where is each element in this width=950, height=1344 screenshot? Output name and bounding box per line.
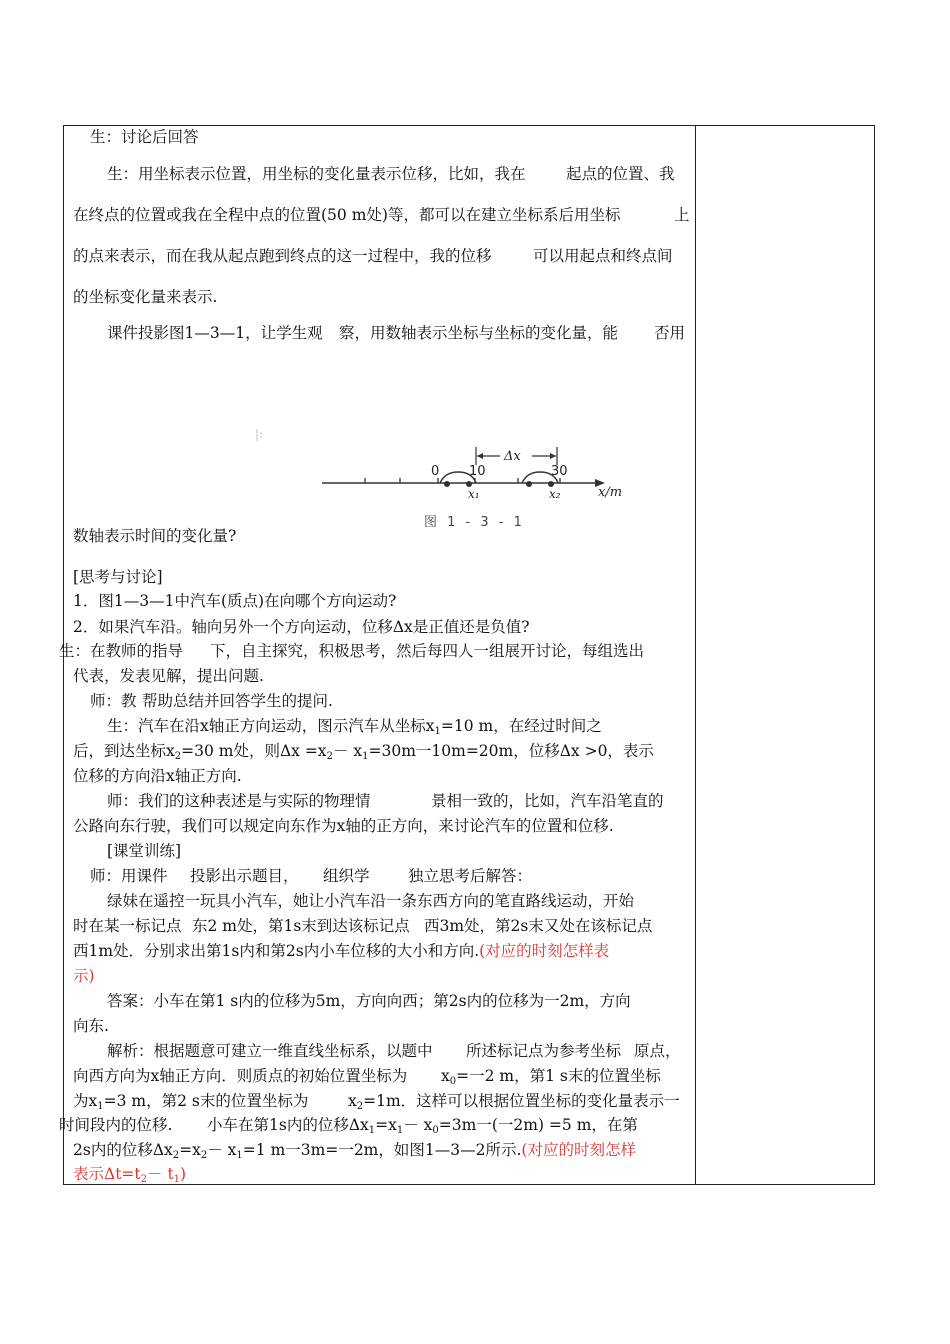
text-line: 1．图1—3—1中汽车(质点)在向哪个方向运动? [73, 592, 397, 610]
text-line: 生：用坐标表示位置，用坐标的变化量表示位移，比如，我在 [107, 165, 526, 183]
text-line: 解析：根据题意可建立一维直线坐标系，以题中 [107, 1042, 433, 1060]
text-line: $x_0=$一2 m，第1 s末的位置坐标 [441, 1067, 661, 1087]
text-line: 后，到达坐标$x_2=30$ m处，则$\Delta x =x_2- x_1=30m$一10m=20m，位移Δx >0，表示 [73, 742, 654, 762]
text-line: 投影出示题目， [190, 867, 299, 885]
text-line: 生：汽车在沿x轴正方向运动，图示汽车从坐标$x_1=10$ m，在经过时间之 [107, 717, 602, 737]
text-line: 公路向东行驶，我们可以规定向东作为x轴的正方向，来讨论汽车的位置和位移. [73, 817, 614, 835]
text-line: 向西方向为x轴正方向．则质点的初始位置坐标为 [73, 1067, 408, 1085]
delta-arrowhead-left [477, 453, 483, 459]
text-line: 可以用起点和终点间 [533, 247, 673, 265]
text-line: 西3m处，第2s末又处在该标记点 [424, 917, 653, 935]
tick-label-0: 0 [431, 464, 440, 479]
text-line: 西1m处．分别求出第1s内和第2s内小车位移的大小和方向.(对应的时刻怎样表 [73, 942, 610, 960]
text-line: 时在某一标记点 [73, 917, 182, 935]
figure-caption: 图 1 - 3 - 1 [424, 515, 525, 530]
annotation-text: 示) [73, 967, 95, 985]
text-line: 师：教 [90, 692, 137, 710]
delta-x-label: Δx [504, 449, 521, 464]
text-line: 的点来表示，而在我从起点跑到终点的这一过程中，我的位移 [73, 247, 492, 265]
text-line: 课件投影图1—3—1，让学生观 [107, 324, 323, 342]
text-line: 代表，发表见解，提出问题. [73, 667, 264, 685]
text-line: 组织学 [323, 867, 370, 885]
text-line: 位移的方向沿x轴正方向. [73, 767, 242, 785]
text-line: 小车在第1s内的位移$\Delta x_1=x_1- x_0=3m$一(一2m) =5 m，在第 [207, 1116, 638, 1136]
x2-label: x₂ [549, 487, 561, 501]
section-heading: [课堂训练] [107, 842, 182, 860]
text-line: 的坐标变化量来表示. [73, 288, 218, 306]
text-line: 师：我们的这种表述是与实际的物理情 [107, 792, 371, 810]
text-line: 上 [674, 206, 690, 224]
text-line: 察，用数轴表示坐标与坐标的变化量，能 [339, 324, 619, 342]
text-line: 绿妹在遥控一玩具小汽车，她让小汽车沿一条东西方向的笔直路线运动，开始 [107, 892, 635, 910]
text-line: 2s内的位移$\Delta x_2=x_2- x_1=1$ m一3m=一2m，如图1—3—2所示.(对应的时刻怎样 [73, 1141, 636, 1161]
figure-mark: |: [255, 427, 264, 441]
text-line: $x_2=1m$．这样可以根据位置坐标的变化量表示一 [348, 1092, 680, 1112]
text-line: 生：讨论后回答 [90, 128, 199, 146]
text-line: 独立思考后解答： [408, 867, 533, 885]
section-heading: [思考与讨论] [73, 568, 163, 586]
text-line: 下，自主探究，积极思考，然后每四人一组展开讨论，每组选出 [210, 642, 645, 660]
text-line: 为$x_1=3$ m，第2 s末的位置坐标为 [73, 1092, 309, 1112]
delta-arrowhead-right [550, 453, 556, 459]
text-line: 师：用课件 [90, 867, 168, 885]
text-line: 答案：小车在第1 s内的位移为5m，方向向西；第2s内的位移为一2m，方向 [107, 992, 631, 1010]
text-line: 起点的位置、我 [566, 165, 675, 183]
text-line: 原点， [634, 1042, 681, 1060]
text-line: 向东. [73, 1017, 109, 1035]
annotation-text: 表示$\Delta t=t_2- t_1$) [73, 1165, 187, 1185]
axis-label: x/m [598, 485, 623, 500]
text-line: 景相一致的，比如，汽车沿笔直的 [431, 792, 664, 810]
text-line: 数轴表示时间的变化量? [73, 527, 237, 545]
text-line: 帮助总结并回答学生的提问. [142, 692, 333, 710]
table-column-divider [695, 125, 696, 1185]
text-line: 东2 m处，第1s末到达该标记点 [192, 917, 410, 935]
text-line: 时间段内的位移. [59, 1116, 173, 1134]
text-line: 所述标记点为参考坐标 [466, 1042, 622, 1060]
text-line: 在终点的位置或我在全程中点的位置(50 m处)等，都可以在建立坐标系后用坐标 [73, 206, 621, 224]
text-line: 2．如果汽车沿。轴向另外一个方向运动，位移Δx是正值还是负值? [73, 618, 530, 636]
x1-label: x₁ [468, 487, 480, 501]
text-line: 生：在教师的指导 [59, 642, 184, 660]
tick-label-10: 10 [469, 464, 486, 479]
text-line: 否用 [654, 324, 686, 342]
position-axis-figure [250, 420, 650, 535]
tick-label-30: 30 [551, 464, 568, 479]
